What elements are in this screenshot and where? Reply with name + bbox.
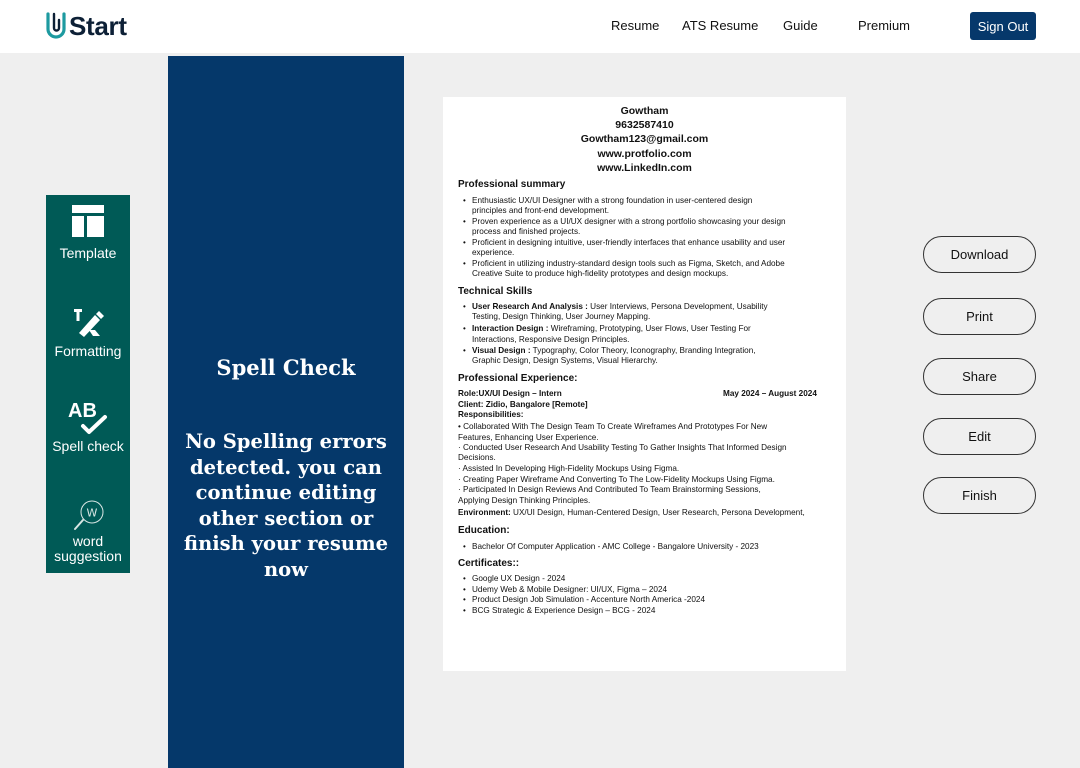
skills-heading: Technical Skills [458, 286, 533, 297]
responsibility-line: · Assisted In Developing High-Fidelity Mockups Using Figma. [458, 464, 680, 473]
nav-guide[interactable]: Guide [783, 18, 818, 33]
logo-mark-icon [44, 11, 70, 41]
spell-check-icon [66, 399, 110, 435]
resume-linkedin: www.LinkedIn.com [597, 162, 692, 174]
skill-name: Interaction Design : [472, 324, 549, 333]
tool-template[interactable] [46, 205, 130, 261]
resume-name: Gowtham [620, 105, 669, 117]
nav-ats-resume[interactable]: ATS Resume [682, 18, 759, 33]
bullet: • [463, 302, 466, 311]
tool-spell-check-label: Spell check [52, 438, 124, 454]
tool-formatting-label: Formatting [54, 343, 122, 359]
summary-heading: Professional summary [458, 179, 566, 190]
brand-name: Start [69, 11, 127, 41]
resume-preview [443, 97, 846, 671]
bullet: • [463, 346, 466, 355]
responsibility-line: · Participated In Design Reviews And Contributed To Team Brainstorming Sessions, [458, 485, 761, 494]
skill-line: Interactions, Responsive Design Principles. [472, 335, 630, 344]
certificate-line: BCG Strategic & Experience Design – BCG - 2024 [472, 606, 656, 615]
bullet: • [463, 196, 466, 205]
svg-text:W: W [86, 506, 98, 520]
skill-name: Visual Design : [472, 346, 531, 355]
certificate-line: Product Design Job Simulation - Accenture North America -2024 [472, 595, 706, 604]
responsibility-line: · Conducted User Research And Usability Testing To Gather Insights That Informed Design [458, 443, 787, 452]
skill-line [472, 324, 751, 334]
responsibility-line: Decisions. [458, 453, 496, 462]
spell-check-panel [168, 56, 404, 768]
skill-line [472, 346, 756, 356]
bullet: • [463, 542, 466, 551]
skill-text: User Interviews, Persona Development, Usability [587, 302, 768, 311]
summary-line: Proficient in designing intuitive, user-friendly interfaces that enhance usability and user [472, 238, 786, 247]
logo[interactable] [44, 10, 127, 42]
education-heading: Education: [458, 525, 510, 536]
role-line: Role:UX/UI Design – Intern [458, 389, 562, 398]
experience-heading: Professional Experience: [458, 373, 578, 384]
certificate-line: Udemy Web & Mobile Designer: UI/UX, Figma – 2024 [472, 585, 668, 594]
nav-resume[interactable]: Resume [611, 18, 660, 33]
summary-line: Creative Suite to produce high-fidelity prototypes and design mockups. [472, 269, 729, 278]
responsibility-line: Applying Design Thinking Principles. [458, 496, 591, 505]
responsibilities-label: Responsibilities: [458, 410, 524, 419]
tool-word-suggestion[interactable] [46, 499, 130, 564]
bullet: • [463, 606, 466, 615]
skill-line [472, 302, 768, 312]
education-line: Bachelor Of Computer Application - AMC College - Bangalore University - 2023 [472, 542, 759, 551]
environment-text: UX/UI Design, Human-Centered Design, User Research, Persona Development, [510, 508, 805, 517]
skill-text: Wireframing, Prototyping, User Flows, User Testing For [548, 324, 751, 333]
resume-phone: 9632587410 [615, 119, 674, 131]
client-line: Client: Zidio, Bangalore [Remote] [458, 400, 588, 409]
responsibility-line: • Collaborated With The Design Team To Create Wireframes And Prototypes For New [458, 422, 768, 431]
finish-button[interactable]: Finish [923, 477, 1036, 514]
responsibility-line: · Creating Paper Wireframe And Converting To The Low-Fidelity Mockups Using Figma. [458, 475, 775, 484]
environment-label: Environment: [458, 508, 511, 517]
role-dates: May 2024 – August 2024 [723, 389, 817, 398]
responsibility-line: Features, Enhancing User Experience. [458, 433, 599, 442]
share-button[interactable]: Share [923, 358, 1036, 395]
sign-out-button[interactable]: Sign Out [970, 12, 1036, 40]
nav-premium[interactable]: Premium [858, 18, 911, 33]
certificates-heading: Certificates:: [458, 558, 520, 569]
spell-check-message: No Spelling errors detected. you can continue editing other section or finish your resume now [183, 430, 389, 581]
summary-line: Proven experience as a UI/UX designer with a strong portfolio showcasing your design [472, 217, 786, 226]
resume-portfolio: www.protfolio.com [597, 148, 692, 160]
summary-line: Enthusiastic UX/UI Designer with a strong foundation in user-centered design [472, 196, 753, 205]
resume-email: Gowtham123@gmail.com [580, 133, 709, 145]
template-icon [72, 205, 104, 237]
download-button[interactable]: Download [923, 236, 1036, 273]
bullet: • [463, 217, 466, 226]
tools-sidebar [46, 195, 130, 573]
svg-text:AB: AB [68, 400, 97, 422]
tool-spell-check[interactable] [46, 399, 130, 454]
summary-line: process and finished projects. [472, 227, 581, 236]
spell-check-title: Spell Check [216, 355, 356, 380]
skill-line: Testing, Design Thinking, User Journey Mapping. [472, 312, 651, 321]
bullet: • [463, 324, 466, 333]
skill-name: User Research And Analysis : [472, 302, 588, 311]
bullet: • [463, 585, 466, 594]
skill-line: Graphic Design, Design Systems, Visual Hierarchy. [472, 356, 658, 365]
bullet: • [463, 238, 466, 247]
edit-button[interactable]: Edit [923, 418, 1036, 455]
bullet: • [463, 595, 466, 604]
certificate-line: Google UX Design - 2024 [472, 574, 566, 583]
top-header [0, 0, 1080, 53]
bullet: • [463, 574, 466, 583]
summary-line: experience. [472, 248, 515, 257]
summary-line: Proficient in utilizing industry-standard design tools such as Figma, Sketch, and Adobe [472, 259, 785, 268]
tool-word-suggestion-label: word suggestion [54, 533, 122, 564]
tool-template-label: Template [59, 245, 117, 261]
formatting-icon [71, 306, 105, 338]
summary-line: principles and front-end development. [472, 206, 609, 215]
tool-formatting[interactable] [46, 306, 130, 359]
print-button[interactable]: Print [923, 298, 1036, 335]
bullet: • [463, 259, 466, 268]
skill-text: Typography, Color Theory, Iconography, Branding Integration, [530, 346, 756, 355]
word-suggestion-icon [68, 499, 108, 533]
environment-line [458, 508, 805, 518]
